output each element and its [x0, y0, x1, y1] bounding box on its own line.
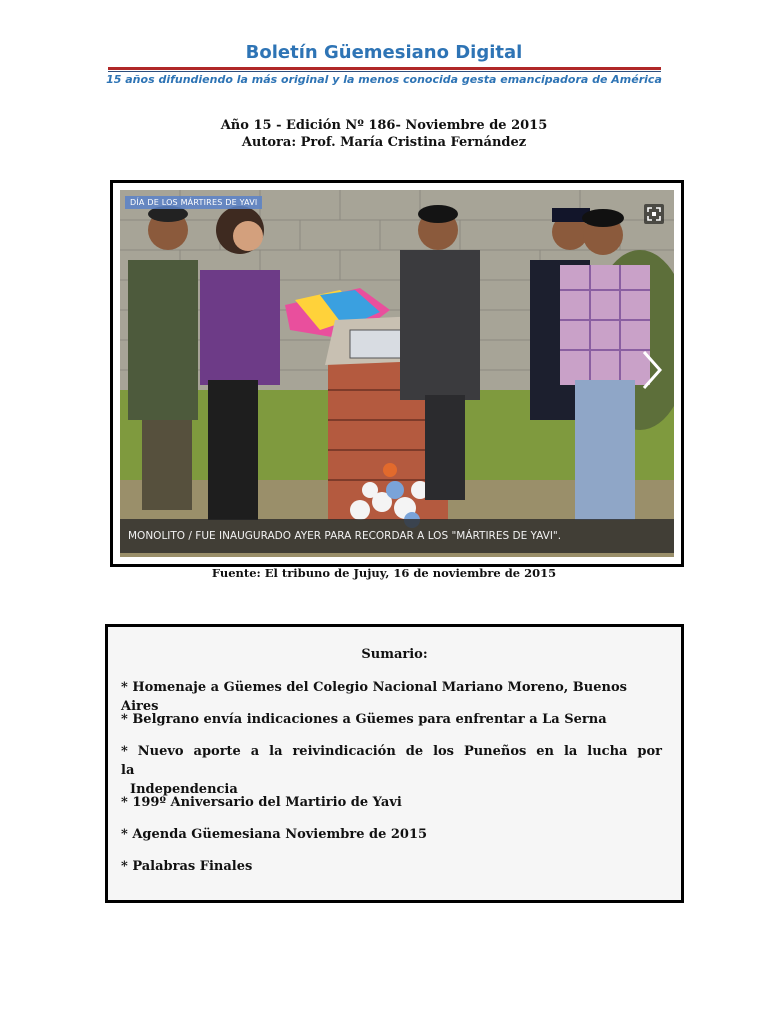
summary-box — [105, 624, 684, 903]
news-photo — [120, 190, 674, 557]
summary-item: * Agenda Güemesiana Noviembre de 2015 — [121, 827, 428, 842]
summary-item-line: * Nuevo aporte a la reivindicación de los Puneños en la lucha por la — [121, 744, 662, 778]
summary-item — [121, 742, 662, 799]
summary-title: Sumario: — [361, 647, 428, 662]
summary-item: * 199º Aniversario del Martirio de Yavi — [121, 795, 402, 810]
bulletin-title: Boletín Güemesiano Digital — [245, 42, 523, 63]
photo-frame — [110, 180, 684, 567]
edition-line: Año 15 - Edición Nº 186- Noviembre de 2015 — [220, 118, 548, 133]
author-line: Autora: Prof. María Cristina Fernández — [241, 135, 527, 150]
chevron-right-icon[interactable] — [638, 348, 666, 392]
edition-info — [0, 117, 768, 151]
header-rule-blue — [108, 71, 661, 72]
summary-item: * Homenaje a Güemes del Colegio Nacional Mariano Moreno, Buenos Aires — [121, 680, 627, 714]
summary-item-continuation: Independencia — [130, 782, 238, 797]
photo-source: Fuente: El tribuno de Jujuy, 16 de noviembre de 2015 — [211, 566, 557, 580]
photo-section-tag: DÍA DE LOS MÁRTIRES DE YAVI — [125, 196, 262, 209]
expand-icon[interactable] — [644, 204, 664, 224]
header-rule-red — [108, 67, 661, 70]
summary-item: * Belgrano envía indicaciones a Güemes para enfrentar a La Serna — [121, 712, 607, 727]
bulletin-subtitle: 15 años difundiendo la más original y la menos conocida gesta emancipadora de América — [106, 73, 662, 86]
summary-item: * Palabras Finales — [121, 859, 253, 874]
photo-caption: MONOLITO / FUE INAUGURADO AYER PARA RECORDAR A LOS "MÁRTIRES DE YAVI". — [120, 519, 674, 553]
ceremony-photo-illustration — [120, 190, 674, 557]
